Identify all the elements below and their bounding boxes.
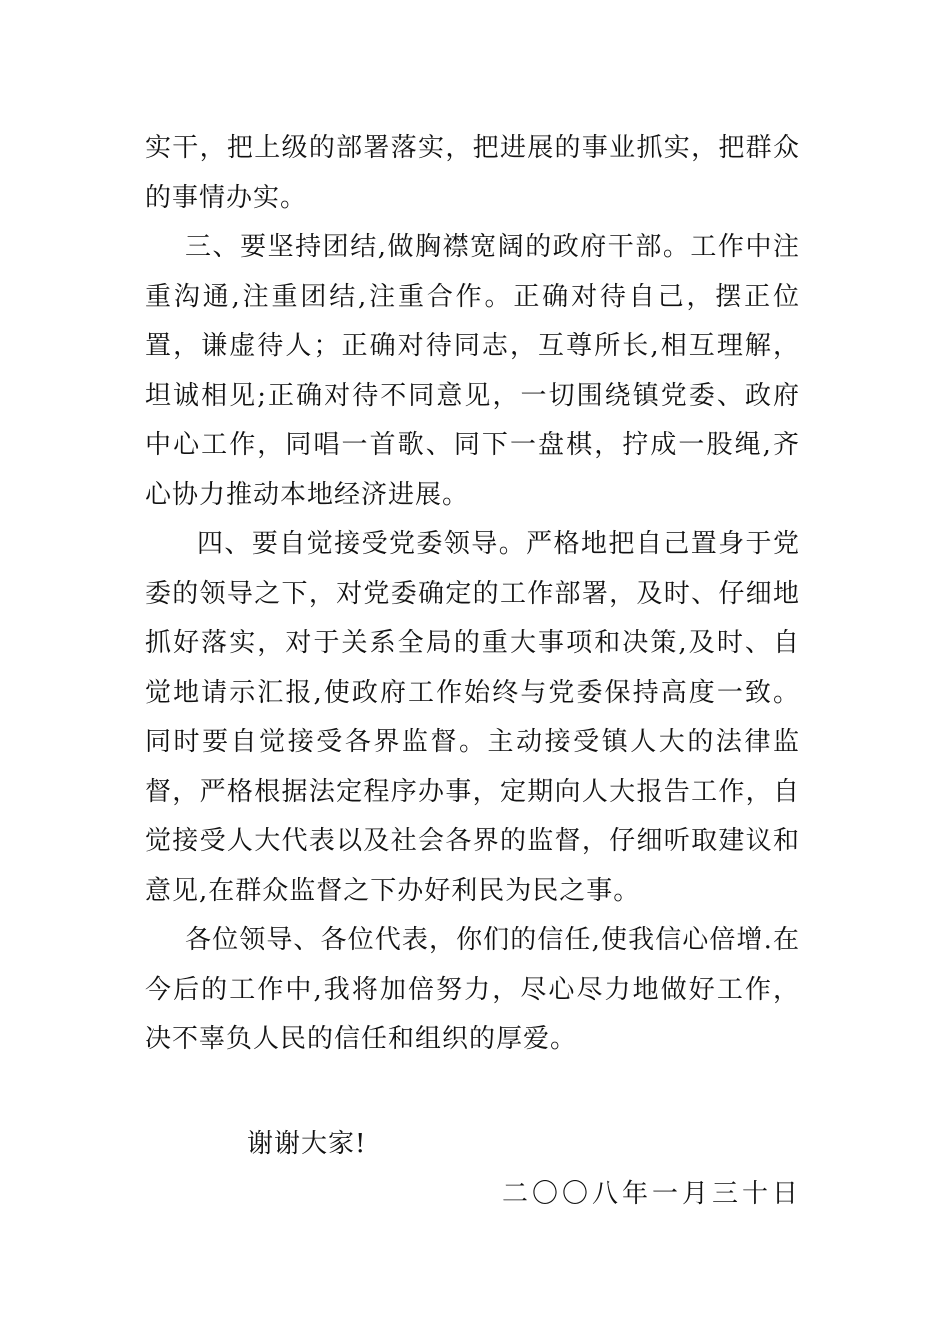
- paragraph-point-four: 四、要自觉接受党委领导。严格地把自己置身于党委的领导之下，对党委确定的工作部署，及时、仔细地抓好落实，对于关系全局的重大事项和决策,及时、自觉地请示汇报,使政府工作始终与党委保持高度一致。同时要自觉接受各界监督。主动接受镇人大的法律监督，严格根据法定程序办事，定期向人大报告工作，自觉接受人大代表以及社会各界的监督，仔细听取建议和意见,在群众监督之下办好利民为民之事。: [145, 529, 800, 906]
- paragraph-point-three: 三、要坚持团结,做胸襟宽阔的政府干部。工作中注重沟通,注重团结,注重合作。正确对待自己，摆正位置，谦虚待人；正确对待同志，互尊所长,相互理解，坦诚相见;正确对待不同意见，一切围绕镇党委、政府中心工作，同唱一首歌、同下一盘棋，拧成一股绳,齐心协力推动本地经济进展。: [145, 232, 800, 510]
- document-body: [145, 124, 800, 1065]
- paragraph-closing: 各位领导、各位代表，你们的信任,使我信心倍增.在今后的工作中,我将加倍努力，尽心尽力地做好工作，决不辜负人民的信任和组织的厚爱。: [145, 925, 800, 1054]
- paragraph-continuation: 实干，把上级的部署落实，把进展的事业抓实，把群众的事情办实。: [145, 133, 800, 213]
- date-line: 二〇〇八年一月三十日: [501, 1179, 802, 1209]
- thanks-line: 谢谢大家!: [247, 1129, 367, 1159]
